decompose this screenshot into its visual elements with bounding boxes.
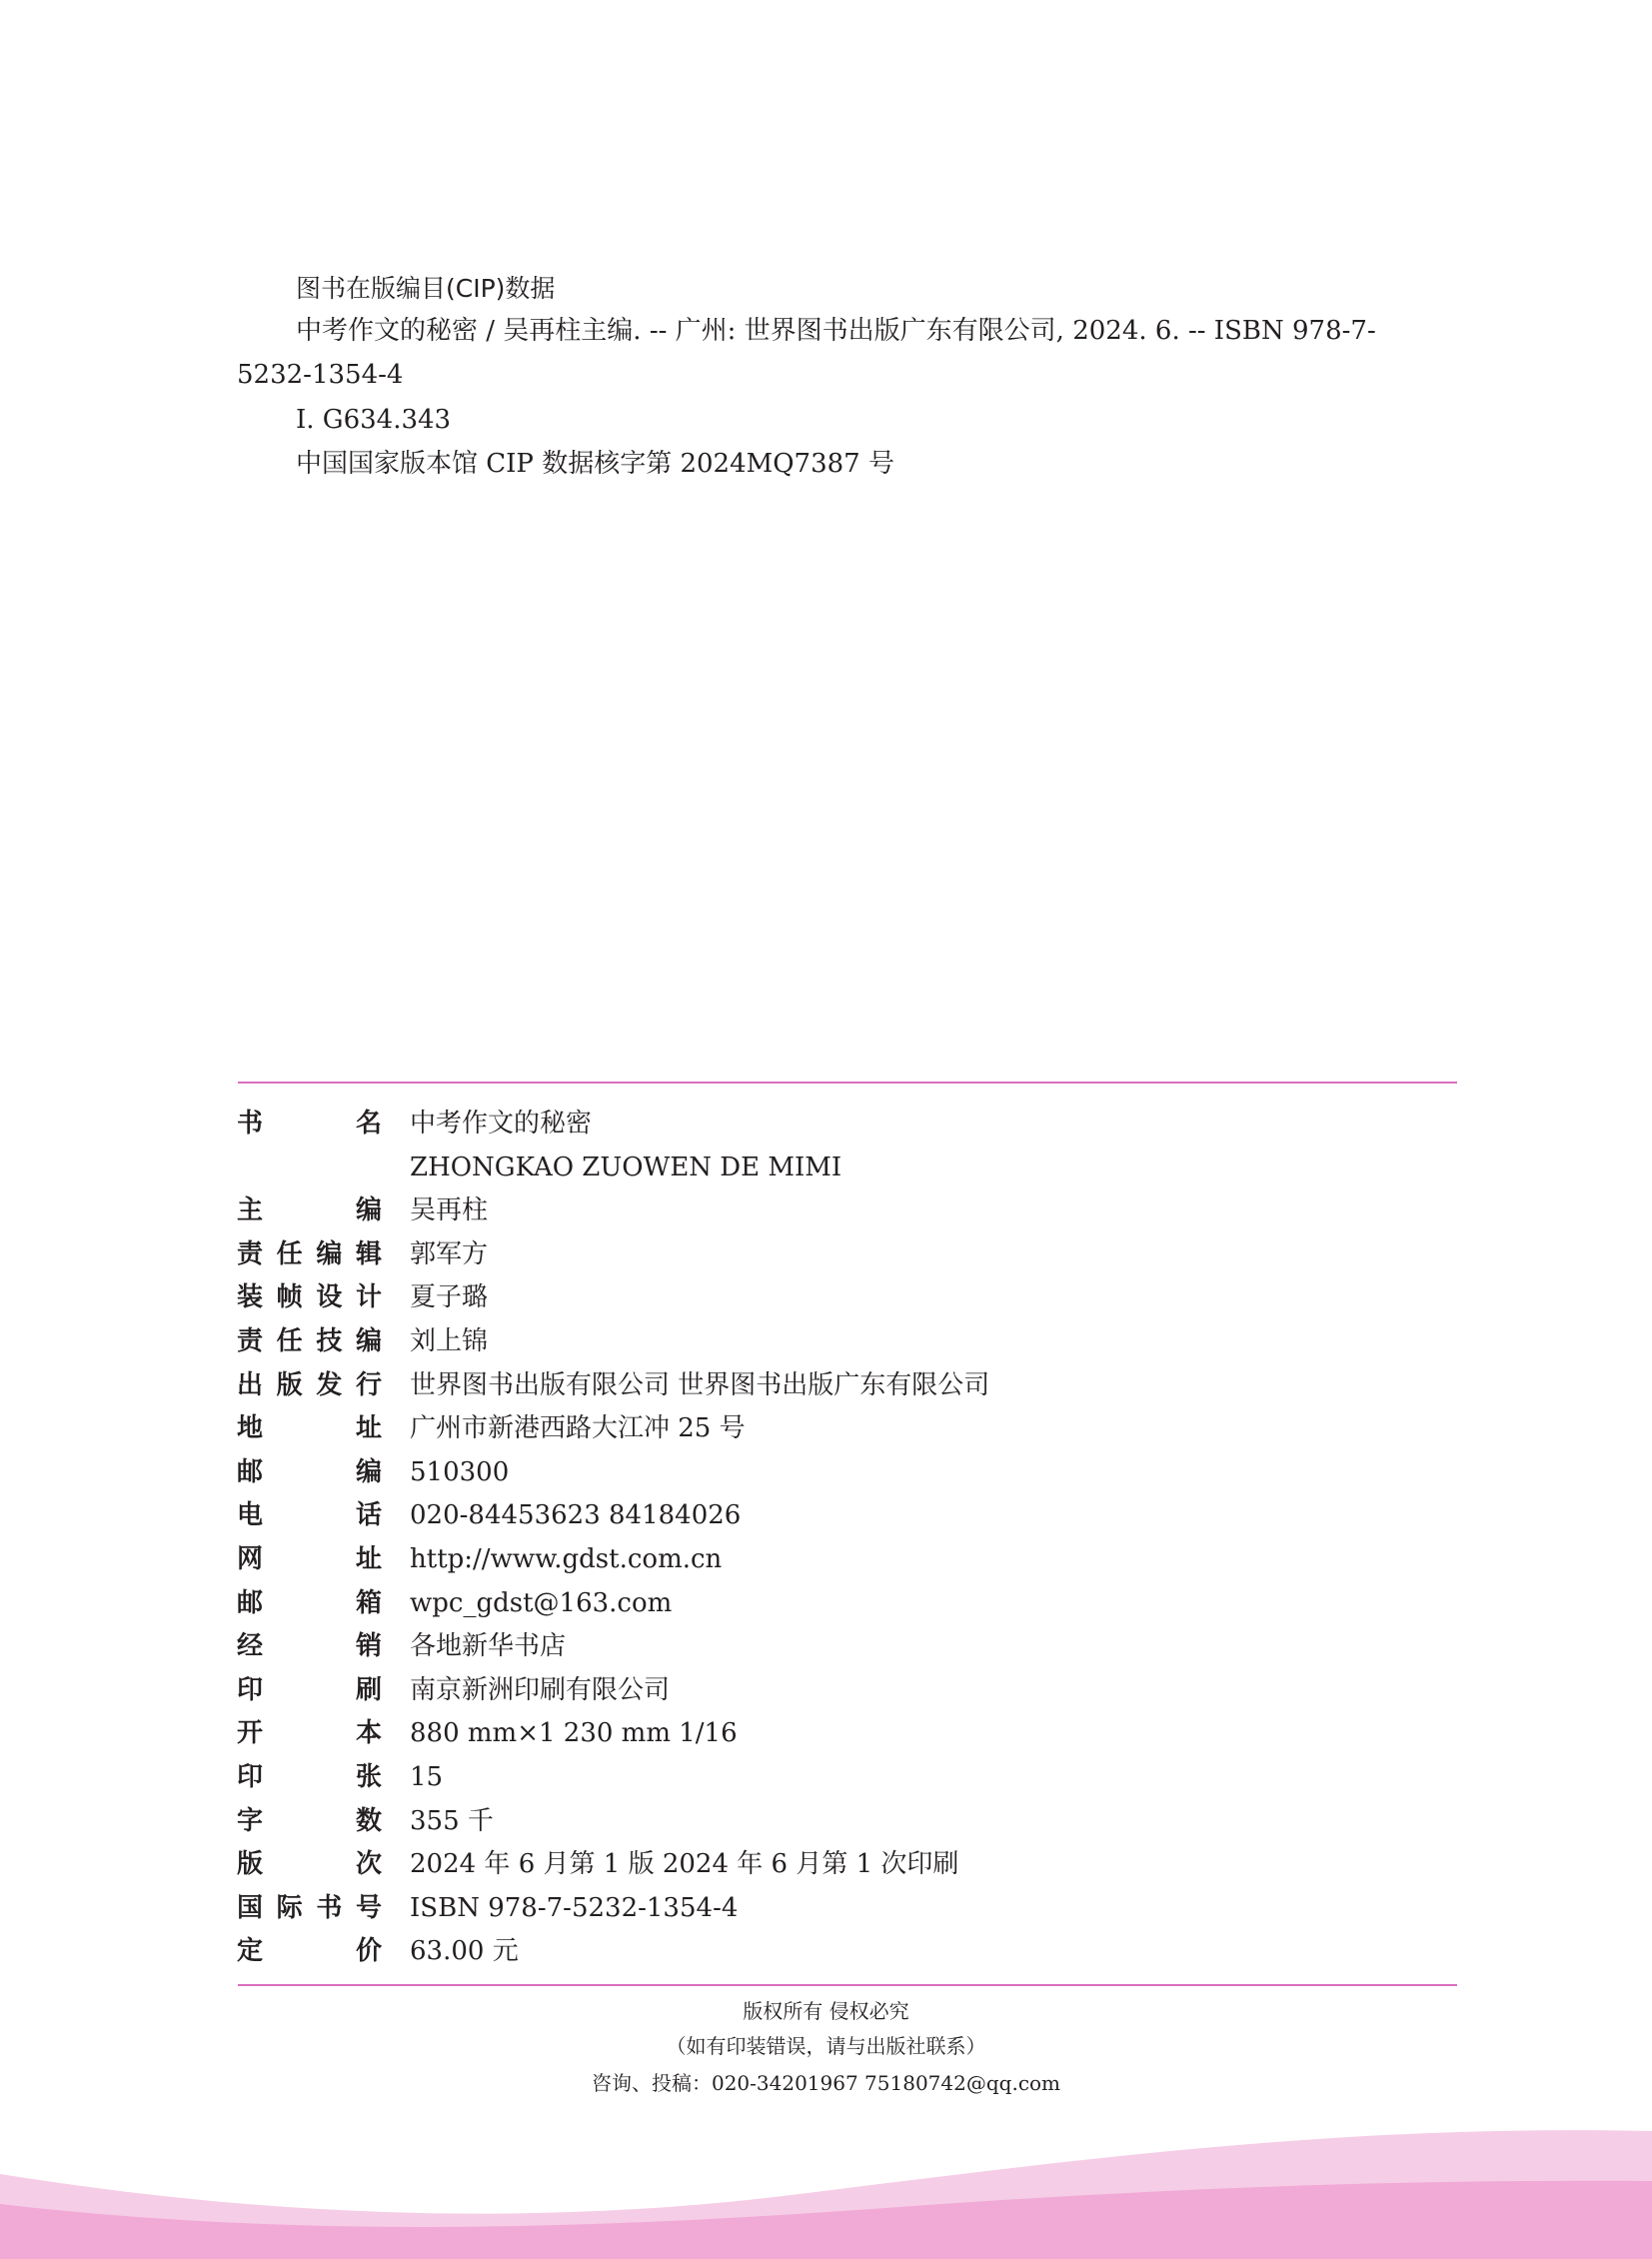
cip-line-2: 5232-1354-4 (237, 360, 404, 390)
detail-label: 邮 箱 (237, 1587, 382, 1618)
detail-value: 880 mm×1 230 mm 1/16 (410, 1718, 738, 1749)
error-contact-note: （如有印装错误，请与出版社联系） (666, 2034, 986, 2058)
detail-value: 355 千 (410, 1805, 494, 1836)
detail-label: 书 名 (237, 1109, 382, 1138)
detail-value: 广州市新港西路大江冲 25 号 (410, 1413, 746, 1444)
detail-label: 定 价 (237, 1936, 382, 1967)
cip-line-3: Ⅰ. G634.343 (296, 405, 452, 435)
cip-line-4: 中国国家版本馆 CIP 数据核字第 2024MQ7387 号 (296, 449, 894, 479)
detail-row (237, 1936, 1336, 1966)
detail-value: 夏子璐 (410, 1282, 489, 1313)
detail-row (237, 1370, 1336, 1400)
detail-row (237, 1675, 1336, 1705)
detail-row (237, 1544, 1336, 1574)
detail-label: 印 张 (237, 1762, 382, 1792)
detail-label: 开 本 (237, 1718, 382, 1749)
detail-row (237, 1326, 1336, 1356)
detail-row (237, 1109, 1336, 1138)
detail-value: 2024 年 6 月第 1 版 2024 年 6 月第 1 次印刷 (410, 1849, 959, 1880)
detail-value: 南京新洲印刷有限公司 (410, 1674, 671, 1705)
detail-row (237, 1718, 1336, 1748)
detail-label: 责 任 技 编 (237, 1326, 382, 1356)
detail-value: 15 (410, 1762, 444, 1792)
detail-label: 责 任 编 辑 (237, 1238, 382, 1269)
detail-value: 吴再柱 (410, 1195, 489, 1226)
detail-label: 装 帧 设 计 (237, 1282, 382, 1313)
detail-value: 510300 (410, 1456, 510, 1487)
top-divider (238, 1082, 1457, 1084)
copyright-notice: 版权所有 侵权必究 (743, 1999, 909, 2023)
detail-value: ISBN 978-7-5232-1354-4 (410, 1892, 739, 1923)
detail-label: 邮 编 (237, 1456, 382, 1487)
detail-label: 经 销 (237, 1631, 382, 1662)
detail-value: 63.00 元 (410, 1936, 519, 1967)
detail-row (237, 1152, 1336, 1182)
detail-value: 郭军方 (410, 1238, 489, 1269)
detail-value: 中考作文的秘密 (410, 1109, 593, 1138)
detail-label: 地 址 (237, 1413, 382, 1444)
detail-label: 出 版 发 行 (237, 1369, 382, 1400)
detail-value: wpc_gdst@163.com (410, 1587, 673, 1618)
detail-label: 版 次 (237, 1849, 382, 1880)
detail-row (237, 1413, 1336, 1443)
detail-row (237, 1239, 1336, 1269)
detail-label: 字 数 (237, 1805, 382, 1836)
detail-row (237, 1457, 1336, 1487)
detail-row (237, 1893, 1336, 1923)
detail-row (237, 1282, 1336, 1312)
inquiry-contact: 咨询、投稿：020-34201967 75180742@qq.com (591, 2071, 1061, 2095)
detail-row (237, 1806, 1336, 1836)
detail-value: 世界图书出版有限公司 世界图书出版广东有限公司 (410, 1369, 990, 1400)
cip-line-1: 中考作文的秘密 / 吴再柱主编. -- 广州: 世界图书出版广东有限公司, 2024. 6. -- ISBN 978-7- (296, 316, 1376, 346)
detail-value: 各地新华书店 (410, 1631, 567, 1662)
decorative-wave (0, 2119, 1652, 2259)
detail-label: 主 编 (237, 1195, 382, 1226)
detail-value: http://www.gdst.com.cn (410, 1544, 723, 1574)
detail-row (237, 1500, 1336, 1530)
detail-label: 印 刷 (237, 1674, 382, 1705)
detail-row (237, 1195, 1336, 1225)
detail-row (237, 1631, 1336, 1661)
detail-value: 020-84453623 84184026 (410, 1500, 742, 1531)
detail-row (237, 1849, 1336, 1879)
bottom-divider (238, 1984, 1457, 1986)
detail-label: 电 话 (237, 1500, 382, 1531)
detail-label: 网 址 (237, 1544, 382, 1574)
detail-row (237, 1762, 1336, 1792)
cip-heading: 图书在版编目(CIP)数据 (296, 274, 556, 303)
detail-value: 刘上锦 (410, 1326, 489, 1356)
detail-value: ZHONGKAO ZUOWEN DE MIMI (410, 1151, 842, 1182)
detail-label: 国 际 书 号 (237, 1892, 382, 1923)
detail-row (237, 1588, 1336, 1618)
